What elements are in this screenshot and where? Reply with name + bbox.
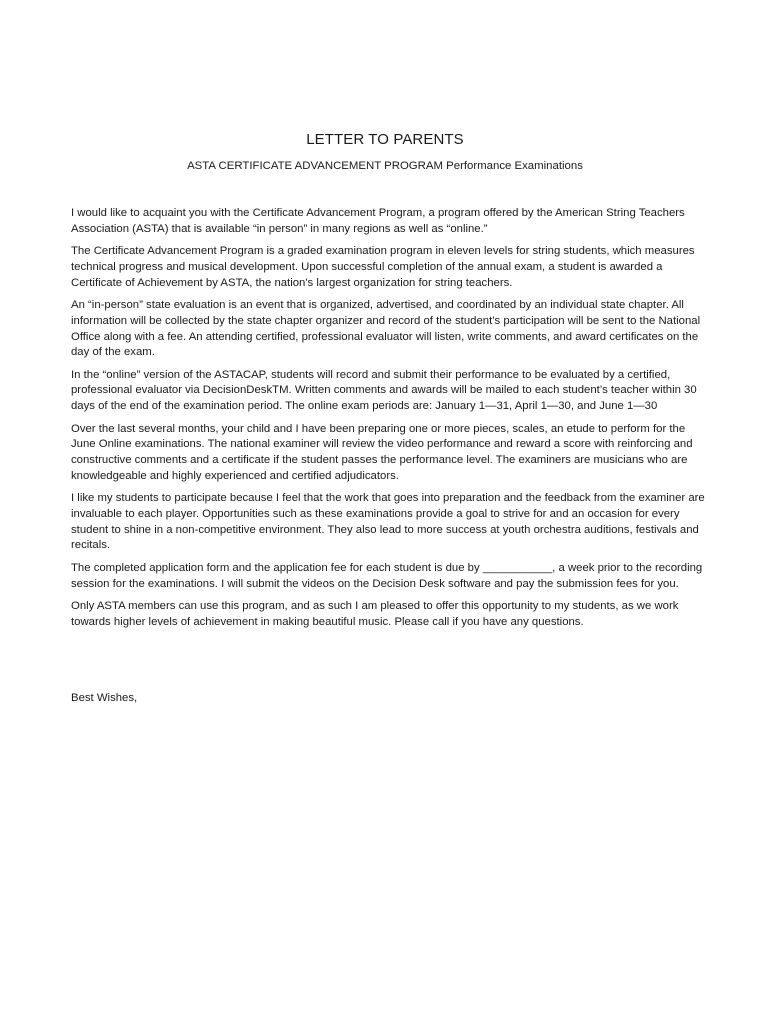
paragraph-intro: I would like to acquaint you with the Certificate Advancement Program, a program offered by the American String Teachers Association (ASTA) that is available “in person” in many regions as well as “online.” — [71, 207, 685, 235]
paragraph-benefits: I like my students to participate because I feel that the work that goes into preparation and the feedback from the examiner are invaluable to each player. Opportunities such as these examinations provide a goal to strive for and an occasion for every student to shine in a non-competitive environment. They also lead to more success at youth orchestra auditions, festivals and recitals. — [71, 492, 705, 552]
paragraph-membership: Only ASTA members can use this program, and as such I am pleased to offer this opportunity to my students, as we work towards higher levels of achievement in making beautiful music. Please call if you have any questions. — [71, 600, 679, 628]
letter-body — [71, 206, 711, 637]
paragraph-in-person: An “in-person” state evaluation is an event that is organized, advertised, and coordinated by an individual state chapter. All information will be collected by the state chapter organizer and record of the student’s participation will be sent to the National Office along with a fee. An attending certified, professional evaluator will listen, write comments, and award certificates on the day of the exam. — [71, 299, 701, 359]
paragraph-preparation: Over the last several months, your child and I have been preparing one or more pieces, scales, an etude to perform for the June Online examinations. The national examiner will review the video performance and reward a score with reinforcing and constructive comments and a certificate if the student passes the performance level. The examiners are musicians who are knowledgeable and highly experienced and certified adjudicators. — [71, 422, 693, 482]
paragraph-program-description: The Certificate Advancement Program is a graded examination program in eleven levels for string students, which measures technical progress and musical development. Upon successful completion of the annual exam, a student is awarded a Certificate of Achievement by ASTA, the nation's largest organization for string teachers. — [71, 245, 695, 289]
letter-subtitle: ASTA CERTIFICATE ADVANCEMENT PROGRAM Performance Examinations — [187, 160, 583, 172]
paragraph-application-due: The completed application form and the application fee for each student is due by ___________, a week prior to the recording session for the examinations. I will submit the videos on the Decision Desk software and pay the submission fees for you. — [71, 561, 703, 590]
letter-title: LETTER TO PARENTS — [306, 131, 464, 148]
paragraph-online: In the “online” version of the ASTACAP, students will record and submit their performance to be evaluated by a certified, professional evaluator via DecisionDeskTM. Written comments and awards will be mailed to each student’s teacher within 30 days of the end of the examination period. The online exam periods are: January 1—31, April 1—30, and June 1—30 — [71, 368, 697, 413]
letter-closing: Best Wishes, — [71, 692, 138, 704]
